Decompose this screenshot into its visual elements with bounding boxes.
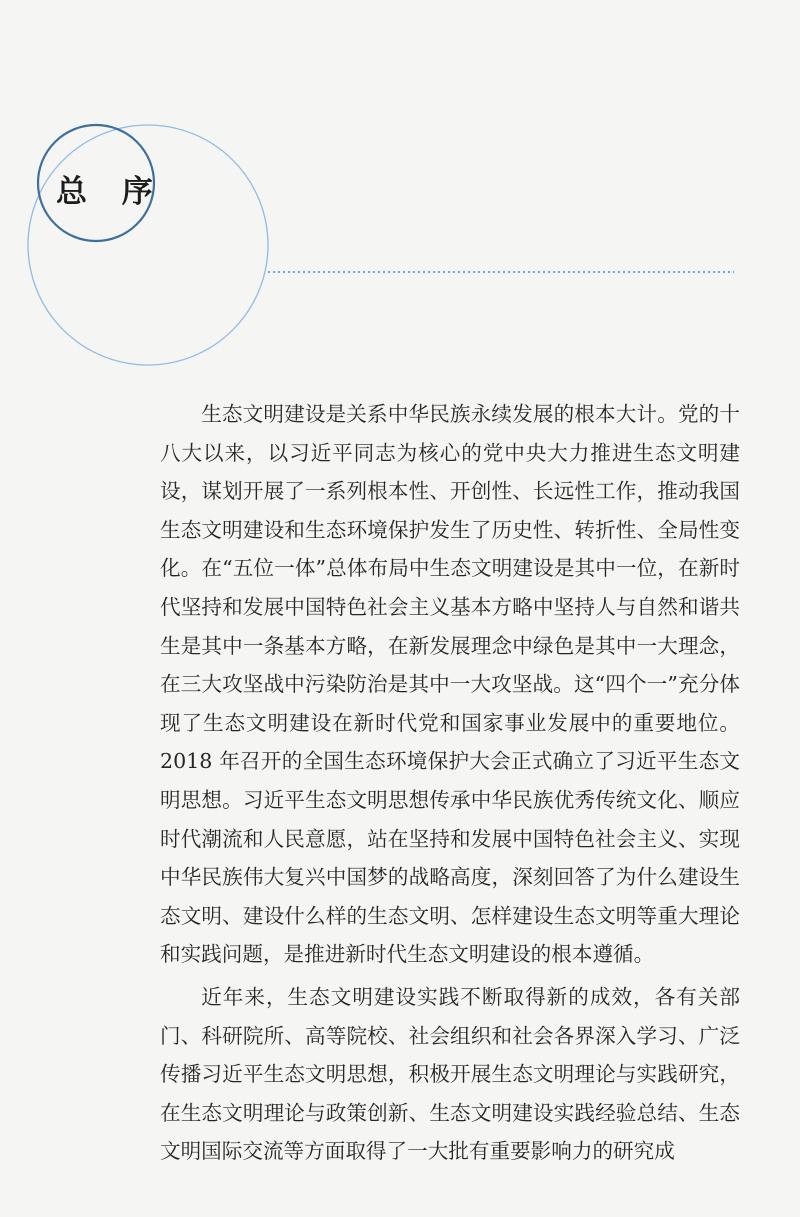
body-text [160, 395, 740, 1171]
paragraph-1: 生态文明建设是关系中华民族永续发展的根本大计。党的十八大以来，以习近平同志为核心的党中央大力推进生态文明建设，谋划开展了一系列根本性、开创性、长远性工作，推动我国生态文明建设和生态环境保护发生了历史性、转折性、全局性变化。在“五位一体”总体布局中生态文明建设是其中一位，在新时代坚持和发展中国特色社会主义基本方略中坚持人与自然和谐共生是其中一条基本方略，在新发展理念中绿色是其中一大理念，在三大攻坚战中污染防治是其中一大攻坚战。这“四个一”充分体现了生态文明建设在新时代党和国家事业发展中的重要地位。2018 年召开的全国生态环境保护大会正式确立了习近平生态文明思想。习近平生态文明思想传承中华民族优秀传统文化、顺应时代潮流和人民意愿，站在坚持和发展中国特色社会主义、实现中华民族伟大复兴中国梦的战略高度，深刻回答了为什么建设生态文明、建设什么样的生态文明、怎样建设生态文明等重大理论和实践问题，是推进新时代生态文明建设的根本遵循。 [160, 402, 740, 967]
large-circle [28, 125, 268, 365]
page-title: 总 序 [56, 174, 165, 210]
paragraph-2: 近年来，生态文明建设实践不断取得新的成效，各有关部门、科研院所、高等院校、社会组织和社会各界深入学习、广泛传播习近平生态文明思想，积极开展生态文明理论与实践研究，在生态文明理论与政策创新、生态文明建设实践经验总结、生态文明国际交流等方面取得了一大批有重要影响力的研究成 [160, 984, 740, 1164]
